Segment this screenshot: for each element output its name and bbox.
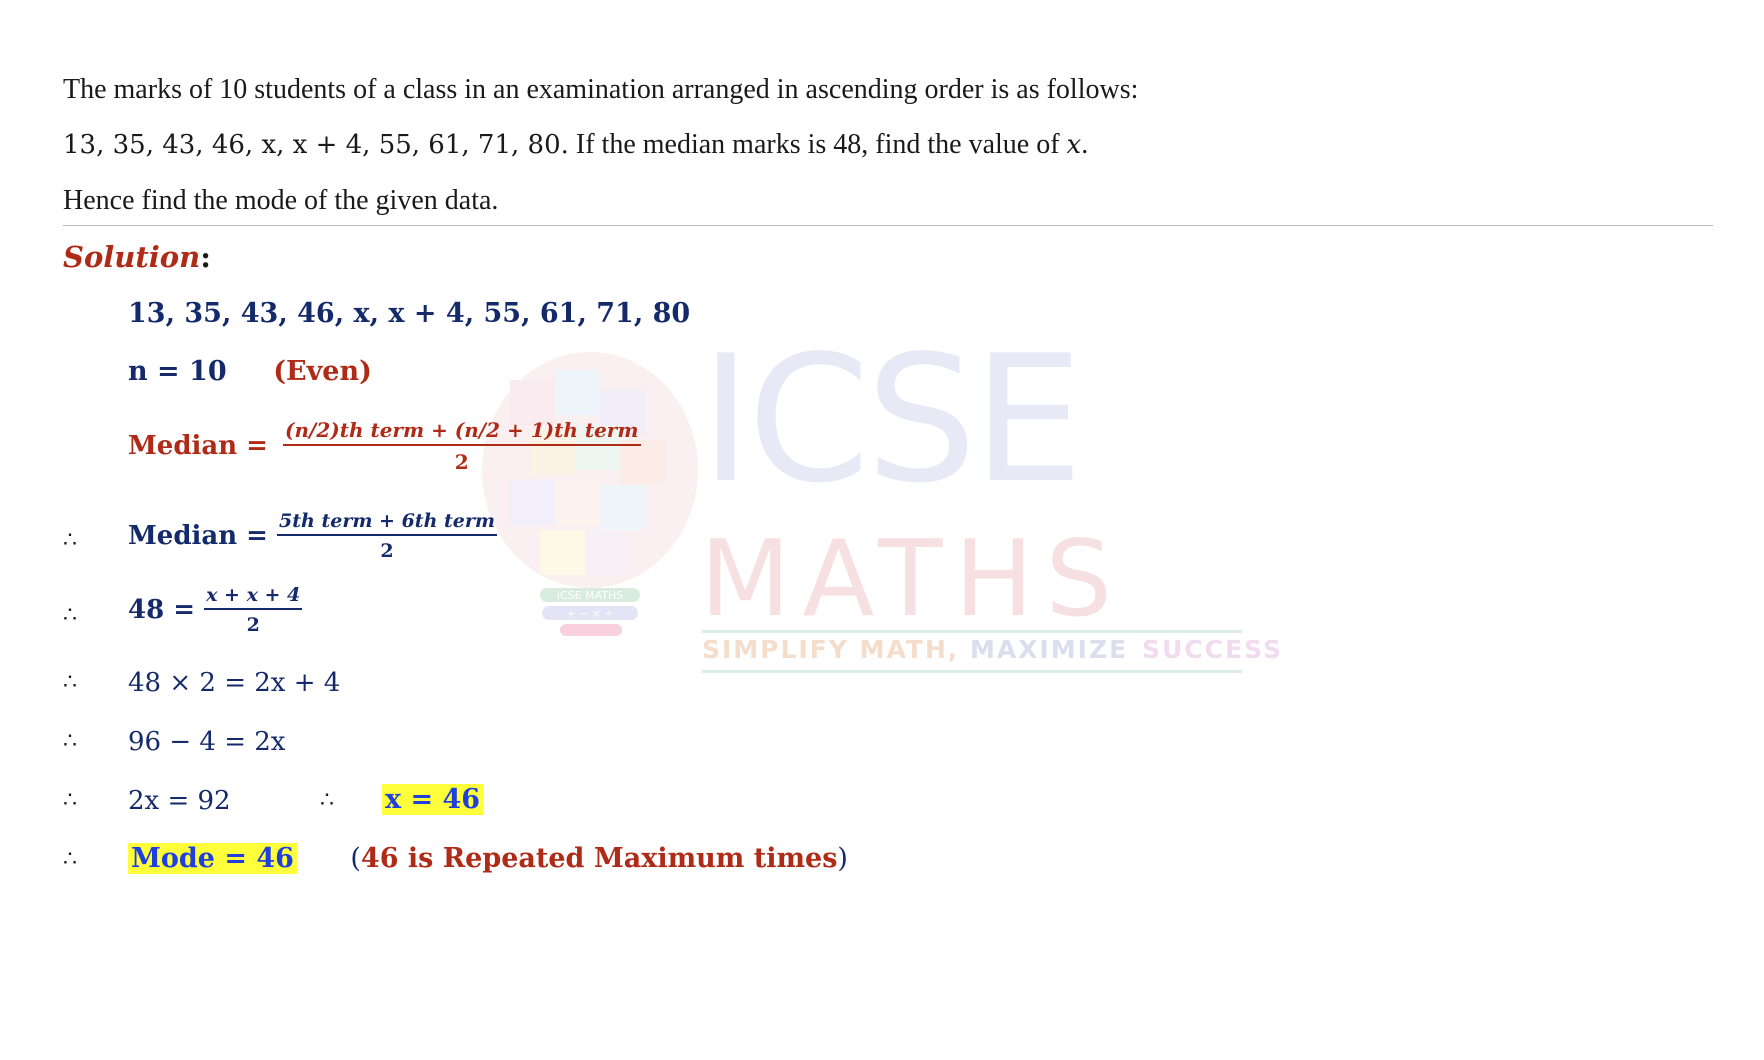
therefore-symbol: ∴ (63, 670, 77, 695)
therefore-symbol: ∴ (63, 603, 77, 628)
step-1: 48 × 2 = 2x + 4 (128, 668, 341, 698)
x-result: x = 46 (382, 784, 483, 815)
svg-text:+ − × ÷: + − × ÷ (566, 607, 614, 620)
n-equation: n = 10 (Even) (128, 356, 372, 387)
problem-question: If the median marks is 48, find the value of (568, 129, 1067, 160)
therefore-symbol: ∴ (63, 788, 77, 813)
watermark-tagline-c: SUCCESS (1142, 635, 1283, 664)
divider (63, 225, 1713, 226)
solution-heading: Solution: (63, 240, 211, 274)
problem-statement (63, 62, 1138, 228)
therefore-symbol: ∴ (63, 729, 77, 754)
svg-text:ICSE MATHS: ICSE MATHS (556, 589, 624, 602)
problem-line-3: Hence find the mode of the given data. (63, 185, 499, 216)
problem-variable: x (1066, 130, 1082, 160)
therefore-symbol: ∴ (63, 847, 77, 872)
lightbulb-icon (482, 352, 698, 636)
problem-data-list: 13, 35, 43, 46, x, x + 4, 55, 61, 71, 80. (63, 130, 569, 160)
watermark-title: ICSE (700, 350, 1080, 522)
median-formula: Median = $\frac{\text{(n/2)th term + (n/2 + 1)th term}}{2}$ (128, 418, 639, 474)
step-2: 96 − 4 = 2x (128, 727, 286, 757)
watermark-subtitle: MATHS (700, 518, 1125, 640)
median-terms: Median = $\frac{\text{5th term + 6th term}}{2}$ (128, 510, 495, 562)
equation-48: 48 = $\frac{x + x + 4}{2}$ (128, 584, 301, 636)
mode-reason: 46 is Repeated Maximum times (360, 843, 838, 874)
solution-data-list: 13, 35, 43, 46, x, x + 4, 55, 61, 71, 80 (128, 298, 691, 329)
therefore-symbol: ∴ (63, 528, 77, 553)
step-3: 2x = 92 (128, 786, 231, 816)
icse-maths-watermark (470, 350, 1290, 710)
mode-result: Mode = 46 (46 is Repeated Maximum times) (128, 843, 848, 874)
problem-line-1: The marks of 10 students of a class in an examination arranged in ascending order is as follows: (63, 74, 1139, 105)
therefore-symbol: ∴ (320, 788, 334, 813)
problem-line-2: 13, 35, 43, 46, x, x + 4, 55, 61, 71, 80. If the median marks is 48, find the value of x. (63, 129, 1089, 160)
watermark-tagline-b: MAXIMIZE (970, 635, 1129, 664)
watermark-tagline-a: SIMPLIFY MATH, (702, 635, 960, 664)
